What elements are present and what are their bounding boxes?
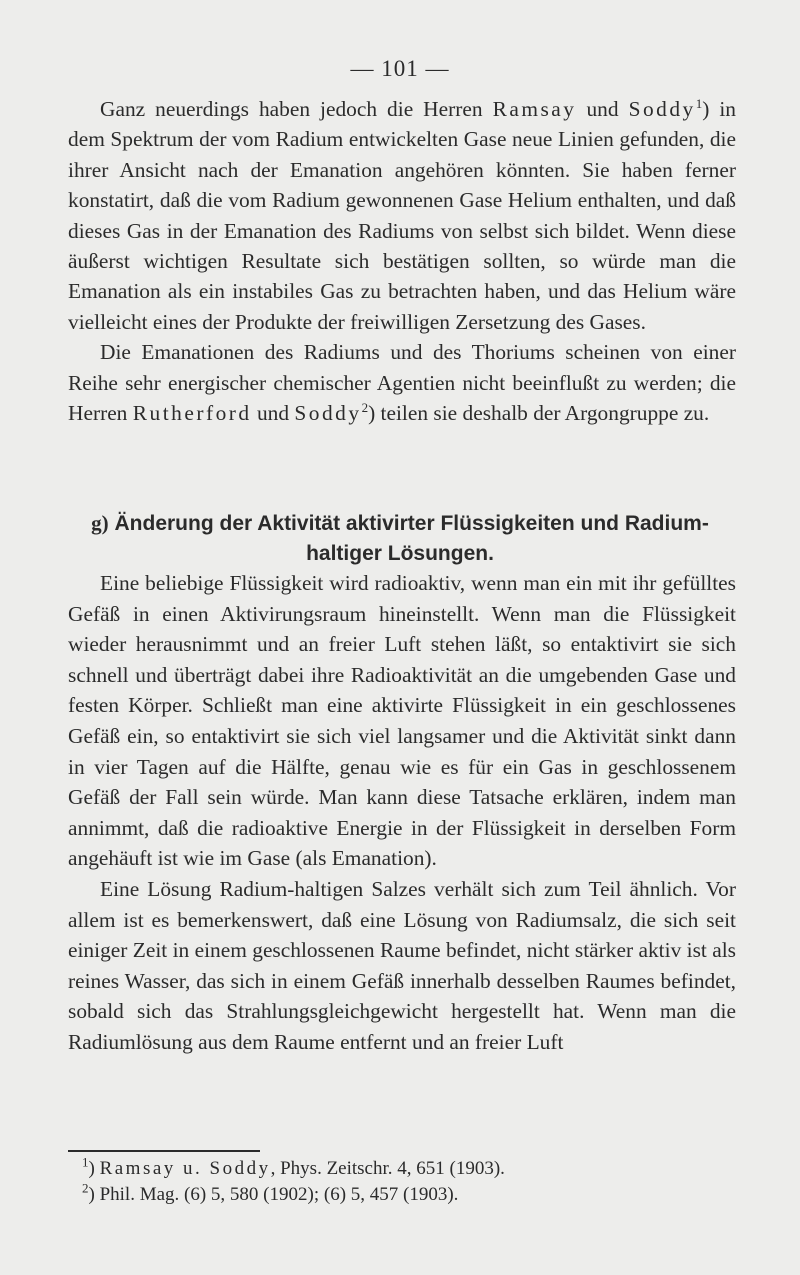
text-run: und	[576, 97, 629, 121]
section-number: g)	[91, 511, 109, 535]
author-name: Ramsay	[492, 97, 577, 121]
footnote-ref: 1	[695, 95, 703, 111]
section-heading	[60, 508, 740, 569]
footnotes	[82, 1156, 742, 1208]
author-name: Soddy	[294, 401, 362, 426]
author-name: Soddy	[628, 97, 696, 121]
footnote-text: Phil. Mag. (6) 5, 580 (1902); (6) 5, 457 (1903).	[99, 1184, 459, 1205]
text-run: Die Emanationen des Radiums und des Thoriums scheinen von einer Reihe sehr energischer chemischer Agentien nicht beeinflußt zu werden; die Herren	[68, 340, 736, 426]
page-number: — 101 —	[350, 56, 450, 81]
footnote-authors: Ramsay u. Soddy	[99, 1158, 271, 1179]
author-name: Rutherford	[132, 401, 252, 426]
footnote: $^1$) Ramsay u. Soddy, Phys. Zeitschr. 4, 651 (1903).	[82, 1154, 505, 1179]
text-run: ) in dem Spektrum der vom Radium entwickelten Gase neue Linien gefunden, die ihrer Ansicht nach der Emanation angehören könnten. Sie haben ferner konstatirt, daß die vom Radium gewonnenen Gase Helium enthalten, und daß dieses Gas in der Emanation des Radiums von selbst sich bildet. Wenn diese äußerst wichtigen Resultate sich bestätigen sollten, so würde man die Emanation als ein instabiles Gas zu betrachten haben, und das Helium wäre vielleicht eines der Produkte der freiwilligen Zersetzung des Gases.	[68, 97, 737, 334]
text-run: und	[251, 401, 295, 426]
footnote-text: , Phys. Zeitschr. 4, 651 (1903).	[270, 1158, 505, 1179]
paragraph: Eine beliebige Flüssigkeit wird radioaktiv, wenn man ein mit ihr gefülltes Gefäß in einen Aktivirungsraum hineinstellt. Wenn man die Flüssigkeit wieder herausnimmt und an freier Luft stehen läßt, so entaktivirt sie sich schnell und überträgt dabei ihre Radioaktivität an die umgebenden Gase und festen Körper. Schließt man eine aktivirte Flüssigkeit in ein geschlossenes Gefäß ein, so entaktivirt sie sich viel langsamer und die Aktivität sinkt dann in vier Tagen auf die Hälfte, genau wie es für ein Gas in geschlossenem Gefäß der Fall sein würde. Man kann diese Tatsache erklären, indem man annimmt, daß die radioaktive Energie in der Flüssigkeit in derselben Form angehäuft ist wie im Gase (als Emanation).	[68, 571, 736, 871]
footnote-ref: 2	[361, 399, 369, 415]
paragraph	[68, 94, 736, 337]
footnote-divider	[68, 1150, 260, 1152]
footnote: $^2$) Phil. Mag. (6) 5, 580 (1902); (6) 5, 457 (1903).	[82, 1180, 459, 1205]
paragraph	[68, 337, 736, 428]
footnote-mark: 1	[82, 1154, 89, 1170]
text-run: Ganz neuerdings haben jedoch die Herren	[100, 97, 493, 121]
paragraph: Eine Lösung Radium-haltigen Salzes verhält sich zum Teil ähnlich. Vor allem ist es bemerkenswert, daß eine Lösung von Radiumsalz, die sich seit einiger Zeit in einem geschlossenen Raume befindet, nicht stärker aktiv ist als reines Wasser, das sich in einem Gefäß innerhalb desselben Raumes befindet, sobald sich das Strahlungsgleichgewicht hergestellt hat. Wenn man die Radiumlösung aus dem Raume entfernt und an freier Luft	[68, 876, 736, 1054]
section-title: Änderung der Aktivität aktivirter Flüssigkeiten und Radium-haltiger Lösungen.	[114, 512, 709, 565]
body-text-top	[68, 94, 736, 428]
body-text-bottom	[68, 568, 736, 1058]
footnote-mark: 2	[82, 1180, 89, 1196]
text-run: ) teilen sie deshalb der Argongruppe zu.	[368, 401, 710, 426]
